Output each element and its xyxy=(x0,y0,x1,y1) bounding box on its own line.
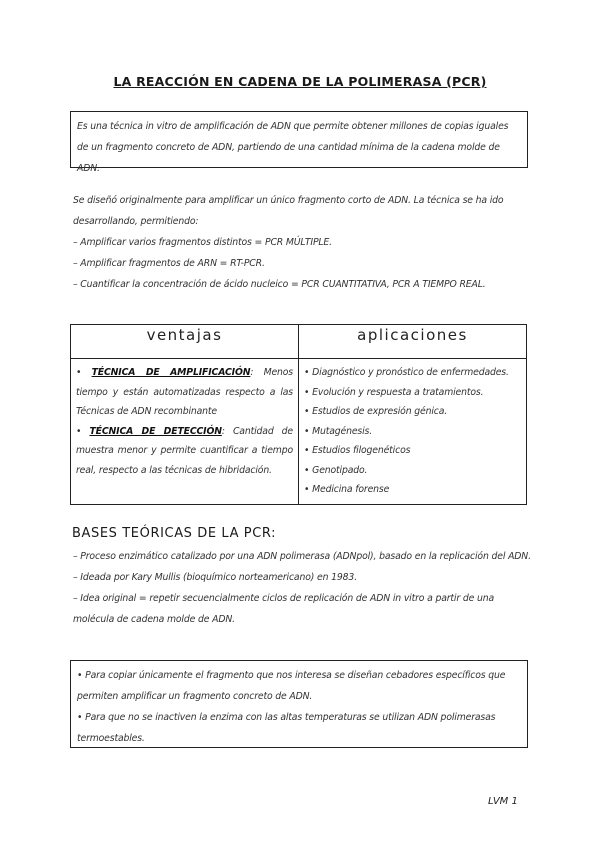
intro-line: Se diseñó originalmente para amplificar un único fragmento corto de ADN. La técnica se ha ido desarrollando, permitiendo: xyxy=(73,195,504,227)
ventaja-text: : Menos tiempo y están automatizadas respecto a las Técnicas de ADN recombinante xyxy=(76,367,293,417)
ventaja-item: • TÉCNICA DE DETECCIÓN: Cantidad de muestra menor y permite cuantificar a tiempo real, respecto a las técnicas de hibridación. xyxy=(76,425,293,476)
ventajas-header: ventajas xyxy=(71,325,299,359)
aplicacion-item: • Evolución y respuesta a tratamientos. xyxy=(304,386,484,398)
bases-line: – Ideada por Kary Mullis (bioquímico norteamericano) en 1983. xyxy=(73,572,358,583)
ventaja-text: : Cantidad de muestra menor y permite cuantificar a tiempo real, respecto a las técnicas de hibridación. xyxy=(76,425,293,476)
bases-heading: BASES TEÓRICAS DE LA PCR: xyxy=(72,526,277,541)
bases-section xyxy=(73,546,533,630)
aplicaciones-header: aplicaciones xyxy=(299,325,527,359)
note-line: • Para que no se inactiven la enzima con las altas temperaturas se utilizan ADN polimerasas termoestables. xyxy=(77,712,496,744)
page-title: LA REACCIÓN EN CADENA DE LA POLIMERASA (PCR) xyxy=(113,74,487,89)
aplicacion-item: • Medicina forense xyxy=(304,484,390,495)
intro-line: – Amplificar varios fragmentos distintos = PCR MÚLTIPLE. xyxy=(73,237,332,248)
ventajas-aplicaciones-table xyxy=(70,324,527,505)
aplicacion-item: • Genotipado. xyxy=(304,464,368,476)
aplicacion-item: • Estudios filogenéticos xyxy=(304,445,411,456)
bases-line: – Idea original = repetir secuencialmente ciclos de replicación de ADN in vitro a partir de una molécula de cadena molde de ADN. xyxy=(73,593,494,625)
ventaja-keyword: TÉCNICA DE AMPLIFICACIÓN xyxy=(91,367,251,378)
aplicacion-item: • Mutagénesis. xyxy=(304,425,373,437)
note-box xyxy=(70,660,528,748)
intro-line: – Amplificar fragmentos de ARN = RT-PCR. xyxy=(73,258,265,269)
intro-section xyxy=(73,190,533,295)
aplicaciones-cell xyxy=(299,359,527,505)
page-footer: LVM 1 xyxy=(488,796,518,807)
ventaja-item: • TÉCNICA DE AMPLIFICACIÓN: Menos tiempo y están automatizadas respecto a las Técnicas de ADN recombinante xyxy=(76,367,293,417)
aplicacion-item: • Estudios de expresión génica. xyxy=(304,406,448,417)
note-line: • Para copiar únicamente el fragmento que nos interesa se diseñan cebadores específicos que permiten amplificar un fragmento concreto de ADN. xyxy=(77,670,506,702)
ventaja-keyword: TÉCNICA DE DETECCIÓN xyxy=(89,425,222,437)
definition-box xyxy=(70,111,528,174)
intro-line: – Cuantificar la concentración de ácido nucleico = PCR CUANTITATIVA, PCR A TIEMPO REAL. xyxy=(73,279,486,290)
aplicacion-item: • Diagnóstico y pronóstico de enfermedades. xyxy=(304,367,509,378)
definition-text: Es una técnica in vitro de amplificación de ADN que permite obtener millones de copias iguales de un fragmento concreto de ADN, partiendo de una cantidad mínima de la cadena molde de ADN. xyxy=(77,121,509,174)
bases-line: – Proceso enzimático catalizado por una ADN polimerasa (ADNpol), basado en la replicación del ADN. xyxy=(73,551,531,562)
ventajas-cell xyxy=(71,359,299,505)
